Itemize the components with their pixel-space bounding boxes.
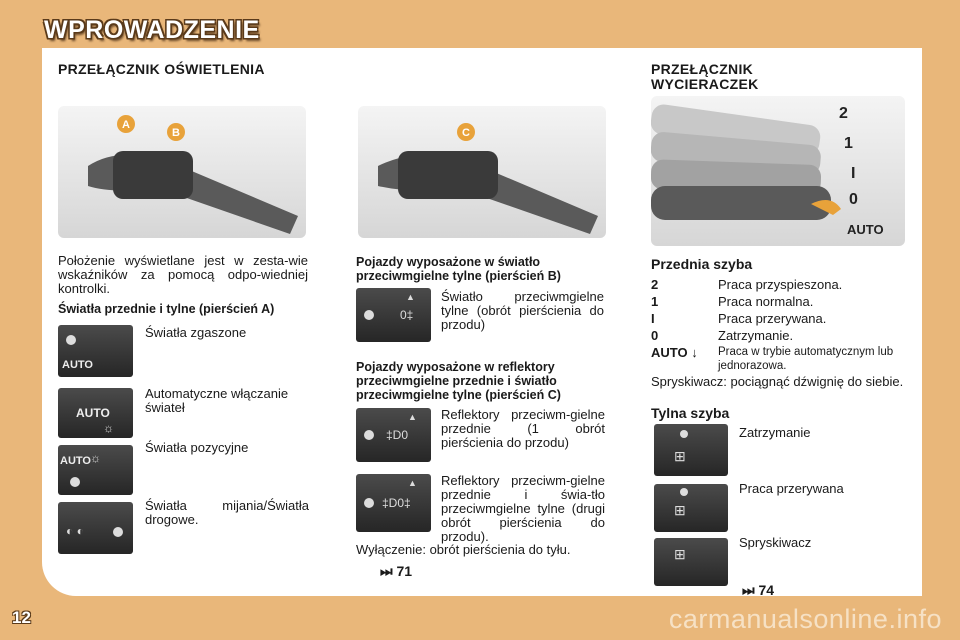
thumb-lights-main — [58, 502, 133, 554]
page-reference-number: 74 — [758, 582, 775, 598]
wiper-pos-2: 2 — [839, 105, 848, 122]
row-key: 0 — [651, 328, 659, 343]
light-item-position: Światła pozycyjne — [145, 440, 249, 455]
row-value: Praca w trybie automatycznym lub jednorazowa. — [718, 346, 894, 372]
thumb-fog-front — [356, 408, 431, 462]
rear-wiper-icon: ⊞ — [674, 502, 686, 518]
wiper-stalk-illustration — [651, 96, 905, 246]
thumb-auto-label: AUTO — [76, 406, 110, 420]
watermark: carmanualsonline.info — [668, 604, 942, 634]
thumb-lights-auto — [58, 388, 133, 438]
row-key: I — [651, 311, 655, 326]
wiper-pos-1: 1 — [844, 135, 853, 152]
row-key-auto — [651, 345, 698, 360]
rear-window-title: Tylna szyba — [651, 405, 730, 421]
rear-item-stop: Zatrzymanie — [739, 425, 811, 440]
rear-item-intermittent: Praca przerywana — [739, 481, 844, 496]
thumb-fog-both — [356, 474, 431, 532]
rear-wiper-icon: ⊞ — [674, 448, 686, 464]
row-value: Praca normalna. — [718, 294, 814, 309]
front-rear-fog-icon: ‡D0‡ — [382, 496, 411, 510]
wiper-pos-0: 0 — [849, 191, 858, 208]
light-item-off: Światła zgaszone — [145, 325, 247, 340]
rear-item-washer: Spryskiwacz — [739, 535, 812, 550]
stalk-illustration-c — [358, 106, 606, 238]
thumb-auto-label: AUTO — [62, 359, 93, 371]
arrow-up-icon: ▲ — [408, 478, 417, 488]
thumb-lights-off — [58, 325, 133, 377]
fog-rear-desc: Światło przeciwmgielne tylne (obrót pierścienia do przodu) — [441, 289, 604, 332]
thumb-fog-rear — [356, 288, 431, 342]
row-key: 2 — [651, 277, 659, 292]
wiper-title-line2: WYCIERACZEK — [651, 76, 759, 92]
front-row-auto — [651, 345, 911, 375]
stalk-illustration — [58, 106, 306, 238]
lighting-section-title: PRZEŁĄCZNIK OŚWIETLENIA — [58, 61, 265, 77]
front-fog-icon: ‡D0 — [386, 428, 409, 442]
front-window-title: Przednia szyba — [651, 256, 753, 272]
thumb-auto-label: AUTO — [60, 455, 91, 467]
marker-c-label: C — [462, 127, 470, 139]
arrow-up-icon: ▲ — [406, 292, 415, 302]
next-page-icon: ⏭ — [380, 563, 393, 579]
thumb-lights-position — [58, 445, 133, 495]
page-reference-number: 71 — [396, 563, 413, 579]
row-value: Praca przerywana. — [718, 311, 827, 326]
wiper-pos-i: I — [851, 165, 856, 182]
thumb-rear-intermittent — [654, 484, 728, 532]
lighting-intro: Położenie wyświetlane jest w zesta-wie wskaźników za pomocą odpo-wiedniej kontrolki. — [58, 253, 308, 296]
lighting-stalk-photo-c — [358, 106, 606, 238]
front-row-i — [651, 311, 911, 327]
wiper-pos-auto: AUTO — [847, 222, 884, 237]
washer-text: Spryskiwacz: pociągnąć dźwignię do siebie. — [651, 374, 904, 389]
page-title: WPROWADZENIE — [44, 16, 260, 44]
row-value: Zatrzymanie. — [718, 328, 794, 343]
arrow-down-icon: ↓ — [691, 345, 698, 360]
wiper-section-title — [651, 62, 759, 92]
marker-b-label: B — [172, 127, 180, 139]
next-page-icon: ⏭ — [742, 582, 755, 598]
row-key: AUTO — [651, 345, 688, 360]
page-reference-71[interactable] — [380, 563, 412, 580]
wiper-stalk-photo — [651, 96, 905, 246]
front-row-1 — [651, 294, 911, 310]
marker-a-label: A — [122, 119, 130, 131]
row-value: Praca przyspieszona. — [718, 277, 843, 292]
rear-fog-icon: 0‡ — [400, 308, 414, 322]
fog-off: Wyłączenie: obrót pierścienia do tyłu. — [356, 542, 571, 557]
page-number: 12 — [12, 608, 31, 627]
rear-washer-icon: ⊞ — [674, 546, 686, 562]
lighting-stalk-photo-a-b — [58, 106, 306, 238]
wiper-title-line1: PRZEŁĄCZNIK — [651, 61, 754, 77]
thumb-rear-stop — [654, 424, 728, 476]
fog-front-desc: Reflektory przeciwm-gielne przednie (1 obrót pierścienia do przodu) — [441, 407, 605, 450]
fog-front-rear-title: Pojazdy wyposażone w reflektory przeciwmgielne przednie i światło przeciwmgielne tylne (pierścień C) — [356, 360, 561, 402]
fog-rear-title: Pojazdy wyposażone w światło przeciwmgielne tylne (pierścień B) — [356, 255, 561, 283]
arrow-up-icon: ▲ — [408, 412, 417, 422]
page-reference-74[interactable] — [742, 582, 774, 599]
light-item-auto: Automatyczne włączanie świateł — [145, 386, 289, 415]
lighting-subtitle: Światła przednie i tylne (pierścień A) — [58, 302, 275, 316]
sun-icon: ☼ — [103, 421, 114, 435]
position-lights-icon: ☼ — [90, 451, 101, 465]
fog-both-desc: Reflektory przeciwm-gielne przednie i świa-tło przeciwmgielne tylne (drugi obrót pierścienia do przodu). — [441, 473, 605, 544]
headlight-icon: ◐ ◐ — [66, 524, 84, 538]
light-item-main: Światła mijania/Światła drogowe. — [145, 498, 309, 527]
row-key: 1 — [651, 294, 659, 309]
front-row-2 — [651, 277, 911, 293]
thumb-rear-washer — [654, 538, 728, 586]
front-row-0 — [651, 328, 911, 344]
